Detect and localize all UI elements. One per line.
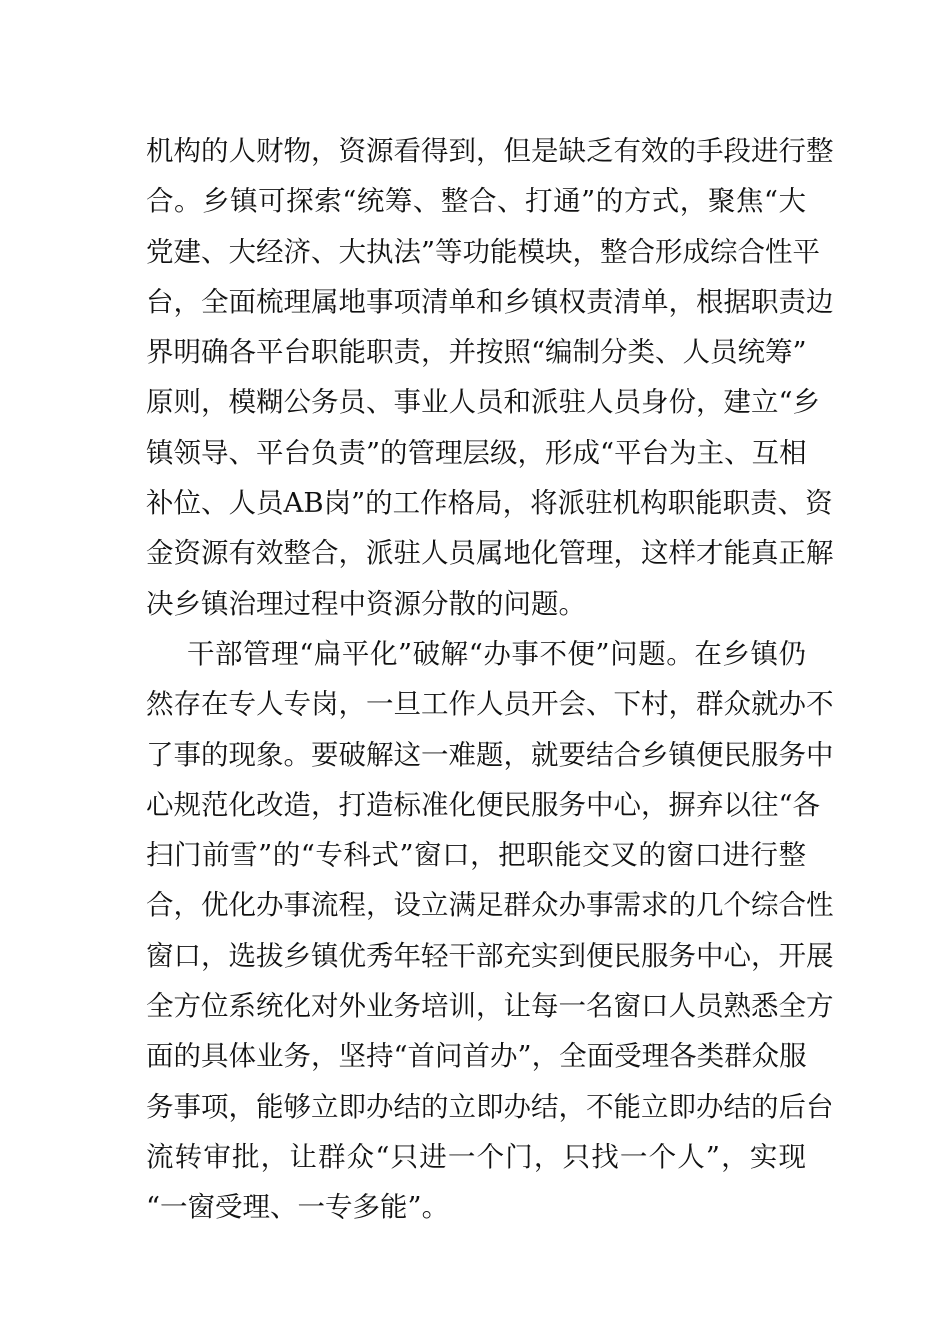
paragraph-2-line-8: 全方位系统化对外业务培训，让每一名窗口人员熟悉全方	[146, 990, 834, 1023]
paragraph-1-line-2: 合。乡镇可探索“统筹、整合、打通”的方式，聚焦“大	[146, 185, 806, 218]
paragraph-2-line-12: “一窗受理、一专多能”。	[146, 1191, 450, 1224]
paragraph-1-line-10: 决乡镇治理过程中资源分散的问题。	[146, 587, 586, 620]
paragraph-1-line-7: 镇领导、平台负责”的管理层级，形成“平台为主、互相	[146, 436, 807, 469]
paragraph-2-line-1: 干部管理“扁平化”破解“办事不便”问题。在乡镇仍	[187, 637, 806, 670]
paragraph-2-line-7: 窗口，选拔乡镇优秀年轻干部充实到便民服务中心，开展	[146, 939, 834, 972]
body-text	[146, 126, 834, 1233]
paragraph-1-line-4: 台，全面梳理属地事项清单和乡镇权责清单，根据职责边	[146, 285, 834, 318]
paragraph-2-line-2: 然存在专人专岗，一旦工作人员开会、下村，群众就办不	[146, 688, 834, 721]
paragraph-2-line-6: 合，优化办事流程，设立满足群众办事需求的几个综合性	[146, 889, 834, 922]
paragraph-2-line-11: 流转审批，让群众“只进一个门，只找一个人”，实现	[146, 1140, 806, 1173]
paragraph-1-line-3: 党建、大经济、大执法”等功能模块，整合形成综合性平	[146, 235, 821, 268]
paragraph-1-line-5: 界明确各平台职能职责，并按照“编制分类、人员统筹”	[146, 336, 807, 369]
paragraph-2-line-5: 扫门前雪”的“专科式”窗口，把职能交叉的窗口进行整	[146, 839, 806, 872]
paragraph-1-line-9: 金资源有效整合，派驻人员属地化管理，这样才能真正解	[146, 537, 834, 570]
paragraph-2-line-9: 面的具体业务，坚持“首问首办”，全面受理各类群众服	[146, 1040, 807, 1073]
paragraph-2-line-3: 了事的现象。要破解这一难题，就要结合乡镇便民服务中	[146, 738, 834, 771]
paragraph-1-line-6: 原则，模糊公务员、事业人员和派驻人员身份，建立“乡	[146, 386, 821, 419]
paragraph-1-line-8: 补位、人员AB岗”的工作格局，将派驻机构职能职责、资	[146, 487, 833, 520]
paragraph-1-line-1: 机构的人财物，资源看得到，但是缺乏有效的手段进行整	[146, 135, 834, 167]
paragraph-2-line-10: 务事项，能够立即办结的立即办结，不能立即办结的后台	[146, 1090, 834, 1123]
paragraph-2-line-4: 心规范化改造，打造标准化便民服务中心，摒弃以往“各	[146, 788, 821, 821]
